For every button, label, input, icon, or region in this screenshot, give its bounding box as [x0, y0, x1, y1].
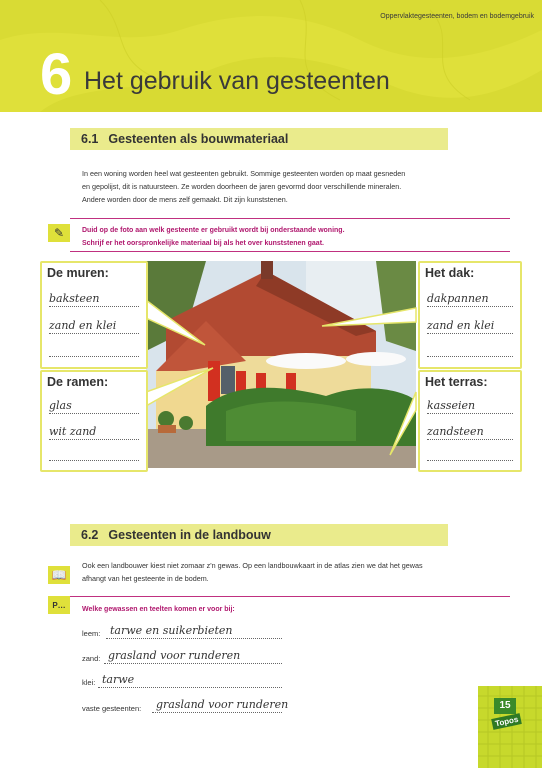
answer-line: [49, 439, 139, 440]
answer-text[interactable]: zandsteen: [427, 425, 484, 438]
answer-line: [49, 333, 139, 334]
pencil-icon: ✎: [48, 224, 70, 242]
row-label: leem:: [82, 629, 101, 638]
answer-line: [98, 687, 282, 688]
answer-text[interactable]: wit zand: [49, 425, 97, 438]
divider-line: [70, 596, 510, 597]
book-icon: 📖: [48, 566, 70, 584]
answer-line: [49, 306, 139, 307]
answer-line: [49, 413, 139, 414]
row-answer[interactable]: grasland voor runderen: [156, 698, 289, 711]
section-number: 6.1: [81, 132, 99, 146]
instruction-line: Schrijf er het oorspronkelijke materiaal bij als het over kunststenen gaat.: [82, 240, 324, 247]
instruction-line: Duid op de foto aan welk gesteente er gebruikt wordt bij onderstaande woning.: [82, 227, 345, 234]
answer-line: [427, 306, 513, 307]
paragraph-line: Andere worden door de mens zelf gemaakt. Dit zijn kunststenen.: [82, 195, 288, 204]
section-number: 6.2: [81, 528, 99, 542]
question: Welke gewassen en teelten komen er voor bij:: [82, 606, 235, 613]
section-heading: Gesteenten in de landbouw: [108, 528, 271, 542]
paragraph-line: en gepolijst, dit is natuursteen. Ze worden doorheen de jaren gevormd door verschillende mineralen.: [82, 182, 402, 191]
row-label: zand:: [82, 654, 101, 663]
answer-text[interactable]: zand en klei: [49, 319, 117, 332]
answer-line: [427, 333, 513, 334]
section-heading: Gesteenten als bouwmateriaal: [108, 132, 289, 146]
answer-text[interactable]: glas: [49, 399, 72, 412]
row-label: klei:: [82, 678, 96, 687]
answer-line: [106, 638, 282, 639]
answer-line: [49, 460, 139, 461]
answer-text[interactable]: dakpannen: [427, 292, 489, 305]
section2-paragraph: [82, 559, 512, 585]
answer-line: [152, 712, 282, 713]
brand-logo: Topos: [491, 713, 522, 730]
answer-text[interactable]: zand en klei: [427, 319, 495, 332]
box-terras: [418, 370, 522, 472]
paragraph-line: afhangt van het gesteente in de bodem.: [82, 574, 209, 583]
atlas-icon: P…: [48, 596, 70, 614]
answer-line: [427, 413, 513, 414]
box-title: Het terras:: [425, 375, 488, 389]
answer-line: [427, 356, 513, 357]
row-answer[interactable]: grasland voor runderen: [108, 649, 241, 662]
paragraph-line: In een woning worden heel wat gesteenten gebruikt. Sommige gesteenten worden op maat gesneden: [82, 169, 406, 178]
row-answer[interactable]: tarwe en suikerbieten: [110, 624, 233, 637]
answer-line: [427, 460, 513, 461]
answer-line: [49, 356, 139, 357]
box-title: De ramen:: [47, 375, 109, 389]
chapter-number: 6: [40, 42, 73, 107]
box-title: De muren:: [47, 266, 109, 280]
page-badge: [478, 686, 542, 768]
box-ramen: [40, 370, 148, 472]
box-dak: [418, 261, 522, 369]
page-number: 15: [494, 698, 516, 714]
box-title: Het dak:: [425, 266, 475, 280]
paragraph-line: Ook een landbouwer kiest niet zomaar z'n gewas. Op een landbouwkaart in de atlas zien we dat het gewas: [82, 561, 423, 570]
answer-text[interactable]: baksteen: [49, 292, 100, 305]
answer-line: [427, 439, 513, 440]
answer-line: [104, 663, 282, 664]
box-muren: [40, 261, 148, 369]
section-title-6-2: [81, 524, 281, 546]
row-label: vaste gesteenten:: [82, 704, 142, 713]
answer-text[interactable]: kasseien: [427, 399, 476, 412]
row-answer[interactable]: tarwe: [102, 673, 135, 686]
chapter-title: Het gebruik van gesteenten: [84, 67, 390, 95]
running-head: Oppervlaktegesteenten, bodem en bodemgebruik: [380, 13, 534, 20]
